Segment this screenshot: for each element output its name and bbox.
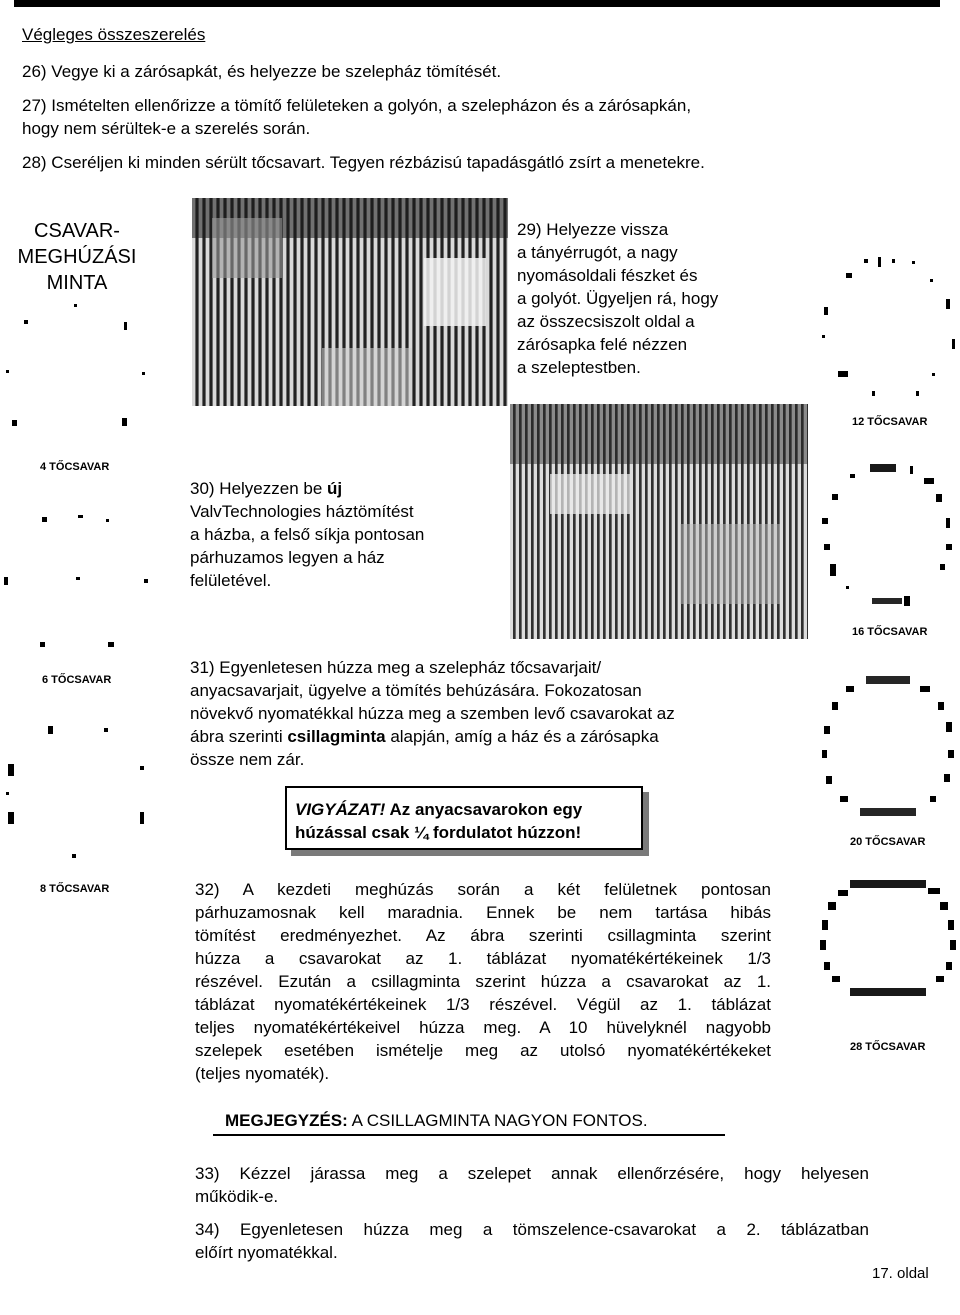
- step-29-line-5: az összecsiszolt oldal a: [517, 312, 695, 331]
- step-32-line-5: részével. Ezután a csillagminta szerint húzza a csavarokat az 1.: [195, 972, 771, 991]
- note-box: [213, 1106, 725, 1136]
- label-28-bolt: 28 TŐCSAVAR: [850, 1041, 926, 1053]
- step-30: [190, 477, 424, 592]
- bolt-pattern-8: [4, 640, 150, 860]
- ball-seat-photo: [192, 198, 508, 406]
- step-32-line-2: párhuzamosnak kell maradnia. Ennek be nem tartása hibás: [195, 903, 771, 922]
- step-29: [517, 218, 718, 379]
- label-16-bolt: 16 TŐCSAVAR: [852, 626, 928, 638]
- note-label: MEGJEGYZÉS:: [225, 1111, 348, 1130]
- step-33: [195, 1162, 869, 1208]
- step-31-line-2: anyacsavarjait, ügyelve a tömítés behúzására. Fokozatosan: [190, 681, 642, 700]
- step-32-line-8: szelepek esetében ismételje meg az utolsó nyomatékértékeket: [195, 1041, 771, 1060]
- pattern-title-line-3: MINTA: [46, 272, 108, 294]
- warning-line-2: húzással csak ¼ fordulatot húzzon!: [295, 823, 582, 842]
- step-31-line-4-post: alapján, amíg a ház és a zárósapka: [385, 727, 659, 746]
- label-12-bolt: 12 TŐCSAVAR: [852, 416, 928, 428]
- step-30-line-1: [190, 477, 424, 500]
- step-32-line-9: (teljes nyomaték).: [195, 1064, 330, 1083]
- warning-line-1-rest: Az anyacsavarokon egy: [385, 800, 583, 819]
- pattern-title-line-1: CSAVAR-: [34, 220, 120, 242]
- step-31-line-4: [190, 725, 675, 748]
- step-32-line-1: 32) A kezdeti meghúzás során a két felületnek pontosan: [195, 880, 771, 899]
- step-32-line-6: táblázat nyomatékértékeinek 1/3 részével. Végül az 1. táblázat: [195, 995, 771, 1014]
- step-32-line-3: tömítést eredményezhet. Az ábra szerinti csillagminta szerint: [195, 926, 771, 945]
- label-20-bolt: 20 TŐCSAVAR: [850, 836, 926, 848]
- step-29-line-3: nyomásoldali fészket és: [517, 266, 698, 285]
- step-32: [195, 878, 771, 1085]
- pattern-title: [8, 218, 146, 296]
- note-text: A CSILLAGMINTA NAGYON FONTOS.: [347, 1111, 648, 1130]
- step-30-prefix: 30) Helyezzen be: [190, 479, 328, 498]
- step-29-line-4: a golyót. Ügyeljen rá, hogy: [517, 289, 719, 308]
- gasket-photo: [510, 404, 808, 639]
- step-30-line-5: felületével.: [190, 571, 272, 590]
- warning-label: VIGYÁZAT!: [295, 800, 386, 819]
- step-29-line-2: a tányérrugót, a nagy: [517, 243, 678, 262]
- step-34-line-1: 34) Egyenletesen húzza meg a tömszelence-csavarokat a 2. táblázatban: [195, 1220, 869, 1239]
- step-27-line-2: hogy nem sérültek-e a szerelés során.: [22, 119, 311, 138]
- step-28: 28) Cseréljen ki minden sérült tőcsavart. Tegyen rézbázisú tapadásgátló zsírt a menetekre.: [22, 153, 705, 172]
- bolt-pattern-4: [6, 300, 146, 430]
- section-heading: Végleges összeszerelés: [22, 25, 206, 44]
- step-27-line-1: 27) Ismételten ellenőrizze a tömítő felületeken a golyón, a szelepházon és a zárósapkán,: [22, 96, 692, 115]
- bolt-pattern-28: [820, 876, 956, 1006]
- step-33-line-1: 33) Kézzel járassa meg a szelepet annak ellenőrzésére, hogy helyesen: [195, 1164, 869, 1183]
- step-31-line-1: 31) Egyenletesen húzza meg a szelepház tőcsavarjait/: [190, 658, 602, 677]
- bolt-pattern-20: [820, 672, 956, 822]
- step-34: [195, 1218, 869, 1264]
- top-rule: [14, 0, 940, 7]
- warning-line-1: [295, 798, 641, 821]
- bolt-pattern-6: [4, 505, 150, 595]
- pattern-title-line-2: MEGHÚZÁSI: [17, 246, 137, 268]
- label-6-bolt: 6 TŐCSAVAR: [42, 674, 112, 686]
- warning-box: [285, 786, 643, 850]
- step-30-line-3: a házba, a felső síkja pontosan: [190, 525, 425, 544]
- bolt-pattern-16: [820, 460, 956, 610]
- step-34-line-2: előírt nyomatékkal.: [195, 1243, 338, 1262]
- step-30-new-emphasis: új: [327, 479, 343, 498]
- label-4-bolt: 4 TŐCSAVAR: [40, 461, 110, 473]
- step-26: 26) Vegye ki a zárósapkát, és helyezze be szelepház tömítését.: [22, 62, 502, 81]
- step-31-star-pattern: csillagminta: [287, 727, 386, 746]
- step-31-line-3: növekvő nyomatékkal húzza meg a szemben levő csavarokat az: [190, 704, 675, 723]
- label-8-bolt: 8 TŐCSAVAR: [40, 883, 110, 895]
- step-31: [190, 656, 675, 771]
- step-31-line-4-pre: ábra szerinti: [190, 727, 288, 746]
- step-29-line-6: zárósapka felé nézzen: [517, 335, 688, 354]
- step-33-line-2: működik-e.: [195, 1187, 279, 1206]
- step-31-line-5: össze nem zár.: [190, 750, 305, 769]
- step-32-line-4: húzza a csavarokat az 1. táblázat nyomatékértékeinek 1/3: [195, 949, 771, 968]
- bolt-pattern-12: [820, 255, 956, 405]
- step-32-line-7: teljes nyomatékértékeivel húzza meg. A 10 hüvelyknél nagyobb: [195, 1018, 771, 1037]
- step-30-line-4: párhuzamos legyen a ház: [190, 548, 385, 567]
- step-29-line-1: 29) Helyezze vissza: [517, 220, 669, 239]
- step-29-line-7: a szeleptestben.: [517, 358, 641, 377]
- page-number: 17. oldal: [872, 1265, 929, 1282]
- step-30-line-2: ValvTechnologies háztömítést: [190, 502, 414, 521]
